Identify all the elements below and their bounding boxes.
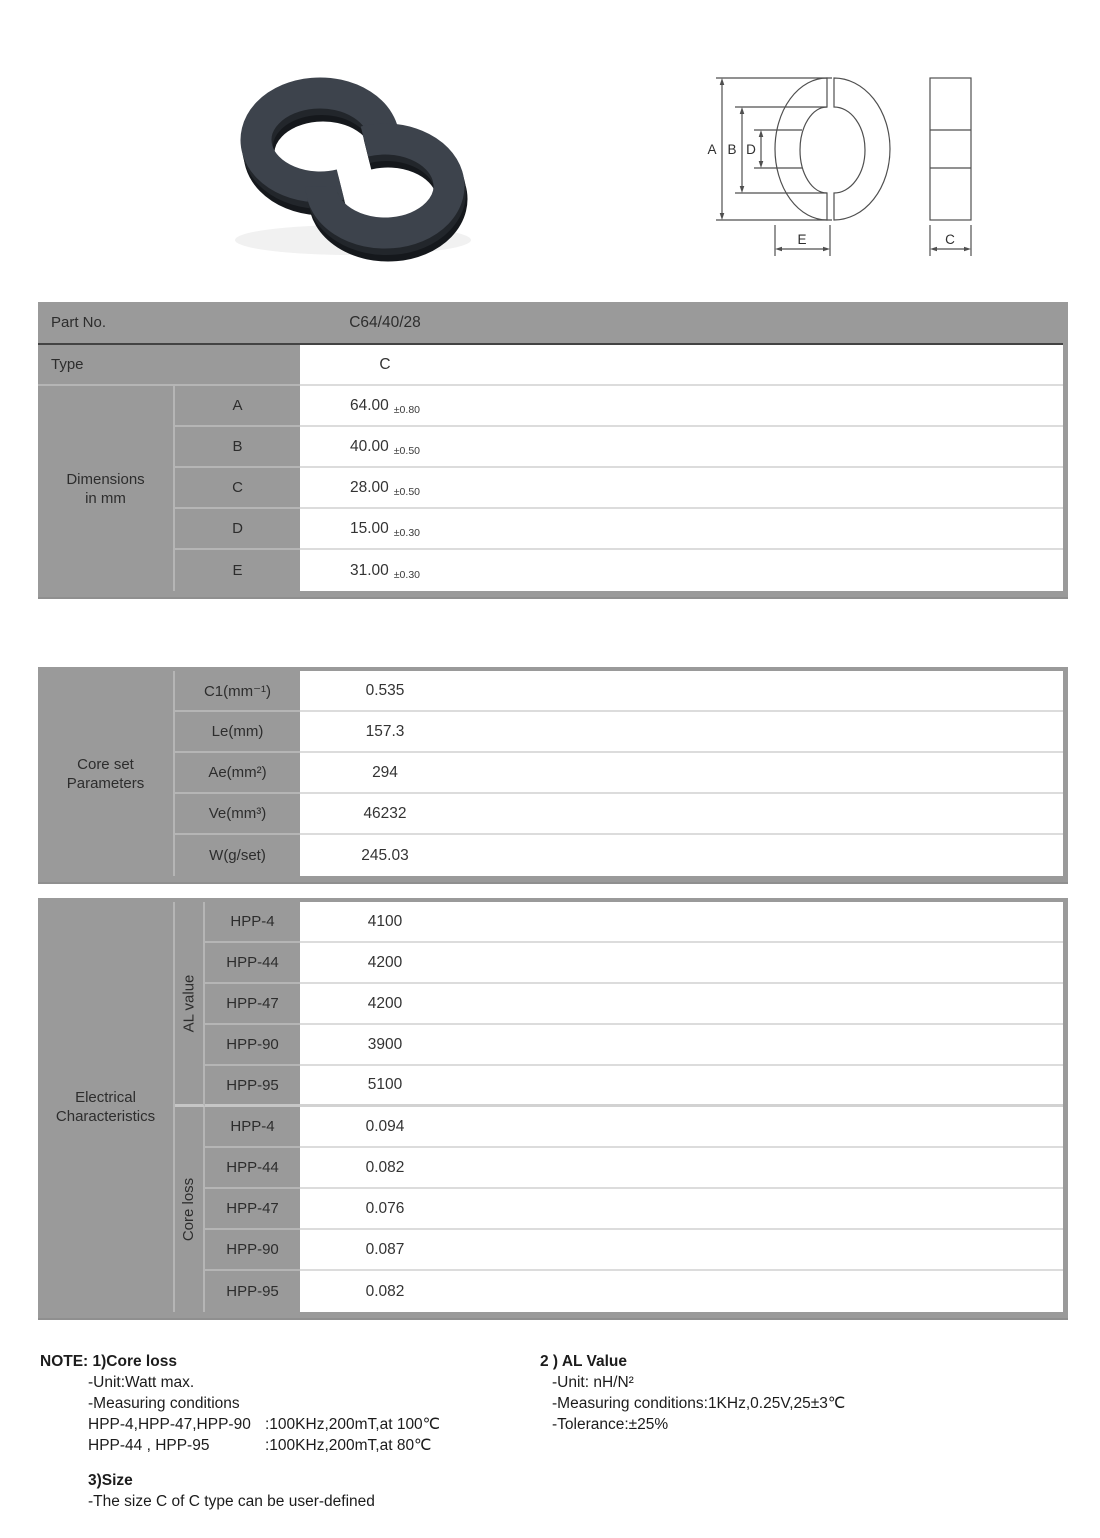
core-loss-value-cell: [300, 1107, 1063, 1148]
core-loss-value-cell: [300, 1230, 1063, 1271]
dim-value: 28.00: [350, 478, 389, 496]
material-label: HPP-4: [205, 902, 300, 943]
param-label: Ve(mm³): [175, 794, 300, 835]
core-loss-value: 0.087: [365, 1240, 405, 1258]
param-label: W(g/set): [209, 847, 266, 864]
dim-tolerance: ±0.30: [393, 526, 420, 539]
material-label: HPP-47: [205, 984, 300, 1025]
part-no-row: [38, 302, 1063, 345]
dim-tolerance: ±0.50: [393, 485, 420, 498]
param-value-cell: [300, 794, 1063, 835]
condition-value: :100KHz,200mT,at 100℃: [265, 1416, 441, 1433]
dim-row-label: C: [175, 468, 300, 509]
al-value: 4100: [367, 912, 403, 930]
dim-value: 64.00: [350, 396, 389, 414]
condition-materials: HPP-4,HPP-47,HPP-90: [88, 1416, 251, 1433]
param-label: Le(mm): [175, 712, 300, 753]
dim-label-a: A: [707, 142, 717, 157]
param-value: 294: [372, 763, 398, 781]
param-value: 0.535: [365, 681, 405, 699]
note-size-line: -The size C of C type can be user-defined: [88, 1493, 375, 1510]
al-value-cell: [300, 1025, 1063, 1066]
param-value: 46232: [363, 804, 407, 822]
param-label: Ae(mm²): [175, 753, 300, 794]
dim-row-label: A: [175, 386, 300, 427]
dim-label-d: D: [746, 142, 756, 157]
note-core-loss: [40, 1351, 520, 1512]
dimensions-header-line2: in mm: [85, 489, 126, 507]
material-label: HPP-95: [226, 1283, 279, 1300]
dimension-drawing: [690, 55, 1010, 270]
dim-row-label: E: [232, 562, 243, 579]
param-value-cell: [300, 671, 1063, 712]
core-loss-value-cell: [300, 1189, 1063, 1230]
core-loss-value: 0.076: [365, 1199, 405, 1217]
core-front-right-half: [834, 78, 890, 220]
electrical-header: [38, 902, 175, 1312]
core-loss-value: 0.082: [365, 1282, 405, 1300]
al-value: 4200: [367, 994, 403, 1012]
dim-label-c-side: C: [945, 232, 955, 247]
al-value-cell: [300, 943, 1063, 984]
dim-row-label: D: [175, 509, 300, 550]
dimensions-header: [38, 386, 175, 591]
al-value-cell: [300, 902, 1063, 943]
al-value: 5100: [367, 1076, 403, 1093]
material-label: HPP-44: [205, 943, 300, 984]
material-label: HPP-95: [205, 1066, 300, 1107]
al-value-group-label: AL value: [180, 974, 198, 1032]
param-value: 245.03: [361, 846, 409, 864]
product-photo: [195, 58, 505, 273]
dim-row-value-cell: [300, 468, 1063, 509]
dim-value: 15.00: [350, 519, 389, 537]
note-condition-row: [88, 1435, 520, 1456]
note-size: [88, 1470, 520, 1512]
note-al-value: [540, 1351, 1060, 1435]
material-label: HPP-90: [205, 1025, 300, 1066]
param-value-cell: [300, 753, 1063, 794]
core-front-left-half: [775, 78, 827, 220]
dim-tolerance: ±0.80: [393, 403, 420, 416]
note-size-title: 3)Size: [88, 1472, 133, 1489]
material-label: HPP-44: [205, 1148, 300, 1189]
note-line: -Measuring conditions: [88, 1395, 240, 1412]
core-side-view: [930, 78, 971, 220]
core-loss-value-cell: [300, 1271, 1063, 1312]
condition-value: :100KHz,200mT,at 80℃: [265, 1437, 432, 1454]
type-label: Type: [38, 345, 300, 386]
dim-value: 40.00: [350, 437, 389, 455]
electrical-header-line2: Characteristics: [55, 1108, 156, 1125]
dim-tolerance: ±0.30: [393, 568, 420, 581]
dim-row-value-cell: [300, 386, 1063, 427]
note-line: -Measuring conditions:1KHz,0.25V,25±3℃: [552, 1395, 846, 1412]
dim-row-value-cell: [300, 427, 1063, 468]
dimensions-header-line1: Dimensions: [66, 470, 145, 488]
al-value: 4200: [367, 953, 403, 971]
type-value: C: [379, 355, 391, 373]
core-set-parameters-table: [38, 667, 1068, 884]
al-value-cell: [300, 1066, 1063, 1107]
dimensions-table: [38, 302, 1068, 599]
core-loss-group-label: Core loss: [180, 1177, 198, 1242]
dim-tolerance: ±0.50: [393, 444, 420, 457]
param-value-cell: [300, 835, 1063, 876]
note-line: -Unit: nH/N²: [552, 1374, 634, 1391]
note-core-loss-title: NOTE: 1)Core loss: [40, 1353, 177, 1370]
dim-row-value-cell: [300, 509, 1063, 550]
core-loss-value: 0.082: [365, 1158, 405, 1176]
core-set-header-line2: Parameters: [66, 774, 145, 792]
material-label: HPP-4: [205, 1107, 300, 1148]
al-value-cell: [300, 984, 1063, 1025]
material-label: HPP-90: [205, 1230, 300, 1271]
note-condition-row: [88, 1414, 520, 1435]
material-label: HPP-47: [205, 1189, 300, 1230]
param-value: 157.3: [365, 722, 405, 740]
electrical-characteristics-table: [38, 898, 1068, 1320]
condition-materials: HPP-44 , HPP-95: [88, 1437, 210, 1454]
note-al-value-title: 2 ) AL Value: [540, 1353, 628, 1370]
dim-row-label: B: [175, 427, 300, 468]
electrical-header-line1: Electrical: [75, 1089, 136, 1106]
core-set-header-line1: Core set: [77, 755, 134, 773]
al-value: 3900: [367, 1035, 403, 1053]
drawing-lines: [716, 78, 971, 256]
al-value-group-header: [175, 902, 205, 1107]
note-line: -Unit:Watt max.: [88, 1374, 195, 1391]
core-loss-value: 0.094: [365, 1117, 405, 1135]
param-value-cell: [300, 712, 1063, 753]
dim-label-b: B: [727, 142, 737, 157]
dim-label-e: E: [797, 232, 807, 247]
note-line: -Tolerance:±25%: [552, 1416, 669, 1433]
core-loss-value-cell: [300, 1148, 1063, 1189]
core-loss-group-header: [175, 1107, 205, 1312]
type-value-cell: [300, 345, 1063, 386]
core-set-header: [38, 671, 175, 876]
core-photo-graphic: [195, 58, 505, 273]
dim-row-value-cell: [300, 550, 1063, 591]
part-no-value: C64/40/28: [349, 313, 421, 331]
part-no-label: Part No.: [51, 314, 107, 331]
dim-value: 31.00: [350, 561, 389, 579]
param-label: C1(mm⁻¹): [175, 671, 300, 712]
